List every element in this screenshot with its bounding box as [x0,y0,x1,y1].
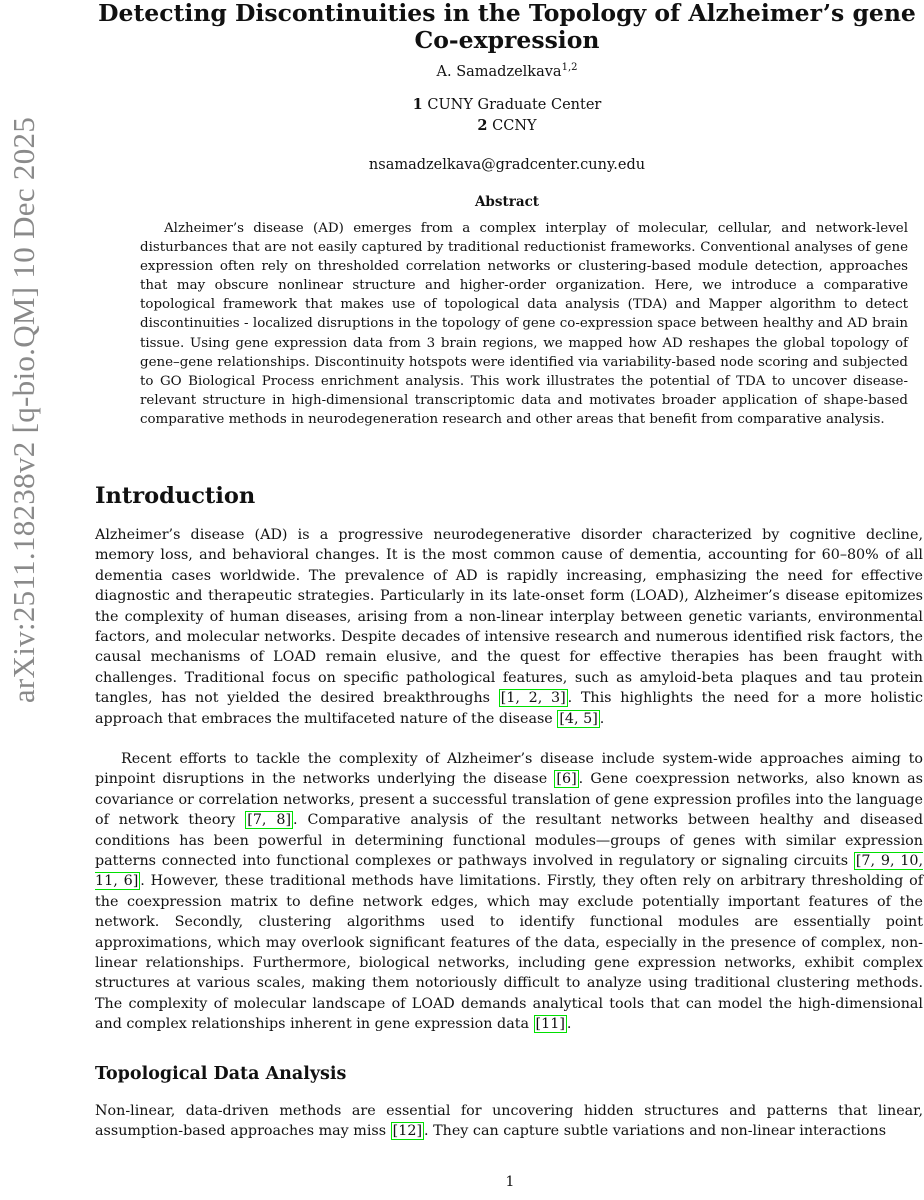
citation-link[interactable]: 1 [506,690,516,707]
intro-paragraph-1 [95,525,923,729]
intro-paragraph-2 [95,749,923,1035]
citation-link[interactable]: 7 [861,853,871,870]
abstract-heading: Abstract [474,194,540,210]
affiliation-1-name: CUNY Graduate Center [427,97,602,113]
affiliation-2 [90,117,924,134]
arxiv-sidebar [0,116,48,704]
introduction-heading: Introduction [95,483,256,509]
citation-link[interactable]: 3 [550,690,561,707]
citation-box[interactable]: [4, 5] [559,710,598,727]
arxiv-identifier: arXiv:2511.18238v2 [q-bio.QM] 10 Dec 2025 [6,116,41,704]
page-number: 1 [505,1174,515,1190]
citation-box[interactable]: [7, 9, 10, 11, 6] [95,853,924,890]
intro-p2-text-4: . However, these traditional methods have limitations. Firstly, they often rely on arbitrary thresholding of the coexpression matrix to define network edges, which may exclude potentially important features of the network. Secondly, clustering algorithms used to identify functional modules are essentially point approximations, which may overlook significant features of the data, especially in the presence of complex, non-linear relationships. Furthermore, biological networks, including gene expression networks, exhibit complex structures at various scales, making them notoriously difficult to analyze using traditional clustering methods. The complexity of molecular landscape of LOAD demands analytical tools that can model the high-dimensional and complex relationships inherent in gene expression data [95,873,923,1033]
citation-box[interactable]: [11] [535,1016,565,1033]
citation-link[interactable]: 7 [252,812,262,829]
intro-p1-text-1: Alzheimer’s disease (AD) is a progressive neurodegenerative disorder characterized by cognitive decline, memory loss, and behavioral changes. It is the most common cause of dementia, accounting for 60–80% of all dementia cases worldwide. The prevalence of AD is rapidly increasing, emphasizing the need for effective diagnostic and therapeutic strategies. Particularly in its late-onset form (LOAD), Alzheimer’s disease epitomizes the complexity of human diseases, arising from a non-linear interplay between genetic variants, environmental factors, and molecular networks. Despite decades of intensive research and numerous identified risk factors, the causal mechanisms of LOAD remain elusive, and the quest for effective therapies has been fraught with challenges. Traditional focus on specific pathological features, such as amyloid-beta plaques and tau protein tangles, has not yielded the desired breakthroughs [95,527,923,707]
tda-paragraph-1 [95,1101,923,1142]
citation-link[interactable]: 12 [398,1123,417,1140]
author-line [90,62,924,80]
paper-title [90,0,924,54]
citation-link[interactable]: 5 [583,710,593,727]
intro-p2-text-5: . [566,1016,572,1033]
tda-p1-text-2: . They can capture subtle variations and non-linear interactions [424,1123,887,1140]
citation-link[interactable]: 6 [123,873,133,890]
affiliation-1 [90,96,924,113]
intro-p2-text-2: . Gene coexpression networks, also known as covariance or correlation networks, present a successful translation of gene expression profiles into the language of network theory [95,771,923,829]
title-line-2: Co-expression [414,26,600,54]
affiliation-1-number: 1 [412,96,423,113]
author-affiliation-sup: 1,2 [561,62,578,73]
citation-link[interactable]: 6 [561,771,572,788]
tda-p1-text-1: Non-linear, data-driven methods are essential for uncovering hidden structures and patterns that linear, assumption-based approaches may miss [95,1103,923,1140]
citation-box[interactable]: [1, 2, 3] [500,690,566,707]
citation-link[interactable]: 10 [900,853,919,870]
intro-p1-text-2: . This highlights the need for a more holistic approach that embraces the multifaceted nature of the disease [95,690,924,727]
citation-link[interactable]: 11 [95,873,114,890]
citation-box[interactable]: [6] [556,771,577,788]
title-line-1: Detecting Discontinuities in the Topology of Alzheimer’s gene [98,0,916,27]
author-name: A. Samadzelkava [436,63,562,80]
author-email[interactable]: nsamadzelkava@gradcenter.cuny.edu [368,157,646,173]
tda-heading: Topological Data Analysis [95,1064,347,1084]
intro-p1-text-3: . [599,710,605,727]
affiliation-2-number: 2 [477,117,488,134]
citation-box[interactable]: [7, 8] [247,812,292,829]
citation-link[interactable]: 8 [276,812,286,829]
intro-p2-text-3: . Comparative analysis of the resultant networks between healthy and diseased conditions has been powerful in determining functional modules—groups of genes with similar expression patterns connected into functional complexes or pathways involved in regulatory or signaling circuits [95,812,923,870]
affiliation-2-name: CCNY [492,118,537,134]
citation-link[interactable]: 9 [880,853,890,870]
citation-link[interactable]: 4 [564,710,574,727]
citation-link[interactable]: 11 [541,1016,560,1033]
citation-link[interactable]: 2 [528,690,538,707]
citation-box[interactable]: [12] [392,1123,423,1140]
intro-p2-text-1: Recent efforts to tackle the complexity of Alzheimer’s disease include system-wide approaches aiming to pinpoint disruptions in the networks underlying the disease [95,751,923,788]
abstract-text: Alzheimer’s disease (AD) emerges from a complex interplay of molecular, cellular, and network-level disturbances that are not easily captured by traditional reductionist frameworks. Conventional analyses of gene expression often rely on thresholded correlation networks or clustering-based module detection, approaches that may obscure nonlinear structure and higher-order organization. Here, we introduce a comparative topological framework that makes use of topological data analysis (TDA) and Mapper algorithm to detect discontinuities - localized disruptions in the topology of gene co-expression space between healthy and AD brain tissue. Using gene expression data from 3 brain regions, we mapped how AD reshapes the global topology of gene–gene relationships. Discontinuity hotspots were identified via variability-based node scoring and subjected to GO Biological Process enrichment analysis. This work illustrates the potential of TDA to uncover disease-relevant structure in high-dimensional transcriptomic data and motivates broader application of shape-based comparative methods in neurodegeneration research and other areas that benefit from comparative analysis. [140,221,908,427]
